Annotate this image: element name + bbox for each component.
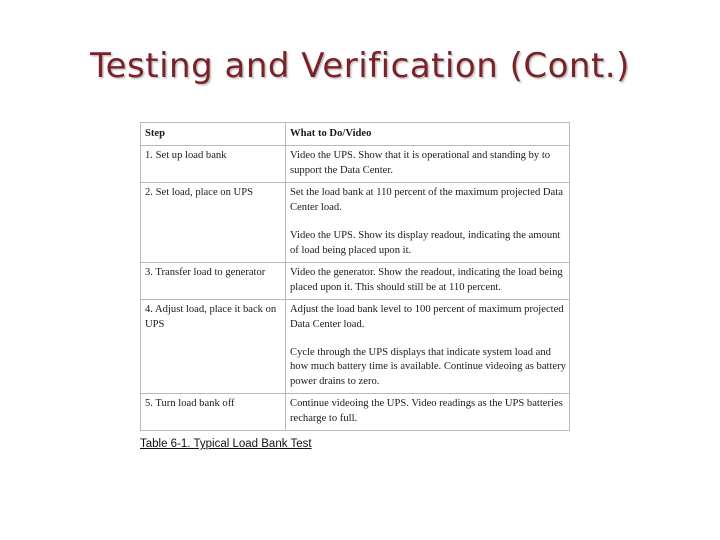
instruction-paragraph: Set the load bank at 110 percent of the maximum projected Data Center load. (290, 187, 563, 213)
column-header-step: Step (141, 123, 286, 146)
table-header-row (141, 123, 570, 146)
table-row (141, 300, 570, 394)
step-cell: 3. Transfer load to generator (141, 263, 286, 300)
instruction-paragraph: Video the UPS. Show its display readout, indicating the amount of load being placed upon it. (290, 230, 561, 256)
table-row (141, 146, 570, 183)
slide-title: Testing and Verification (Cont.) (90, 46, 630, 86)
instruction-cell (286, 394, 570, 431)
instruction-paragraph: Video the UPS. Show that it is operational and standing by to support the Data Center. (290, 150, 551, 176)
instruction-paragraph: Cycle through the UPS displays that indicate system load and how much battery time is available. Continue videoing as battery power drains to zero. (290, 347, 566, 387)
column-header-what-to-do: What to Do/Video (286, 123, 570, 146)
instruction-paragraph: Continue videoing the UPS. Video readings as the UPS batteries recharge to full. (290, 398, 563, 424)
step-cell: 5. Turn load bank off (141, 394, 286, 431)
step-cell: 1. Set up load bank (141, 146, 286, 183)
load-bank-test-table-container (140, 122, 569, 431)
step-cell: 4. Adjust load, place it back on UPS (141, 300, 286, 394)
instruction-paragraph: Video the generator. Show the readout, indicating the load being placed upon it. This should still be at 110 percent. (290, 267, 563, 293)
instruction-paragraph: Adjust the load bank level to 100 percent of maximum projected Data Center load. (290, 304, 564, 330)
instruction-cell (286, 146, 570, 183)
table-row (141, 183, 570, 263)
instruction-cell (286, 263, 570, 300)
instruction-cell (286, 183, 570, 263)
table-row (141, 394, 570, 431)
step-cell: 2. Set load, place on UPS (141, 183, 286, 263)
instruction-cell (286, 300, 570, 394)
load-bank-test-table (140, 122, 570, 431)
table-caption: Table 6-1. Typical Load Bank Test (140, 438, 312, 450)
table-row (141, 263, 570, 300)
